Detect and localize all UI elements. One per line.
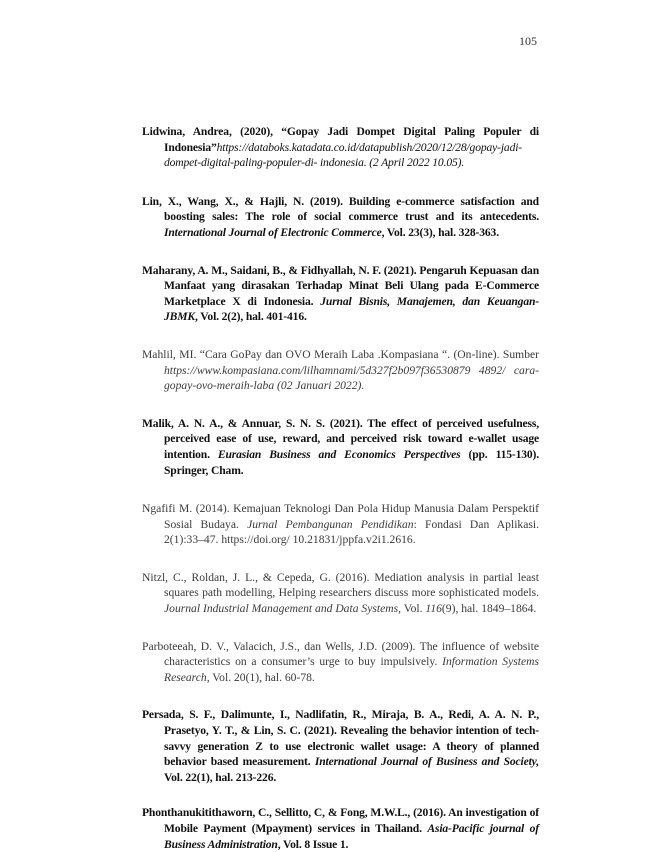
ref-text: , Vol. 8 Issue 1.	[277, 837, 349, 851]
reference-mahlil	[142, 347, 539, 394]
reference-persada	[142, 707, 539, 785]
ref-volume: 116	[425, 602, 442, 616]
reference-lidwina	[142, 124, 539, 171]
ref-journal: Jurnal Bisnis, Manajemen, dan Keuangan-JBMK	[164, 294, 539, 324]
reference-list	[142, 124, 539, 852]
ref-text: , Vol.	[398, 602, 426, 616]
ref-journal: Information Systems Research,	[164, 655, 539, 684]
ref-text: Ngafifi M. (2014). Kemajuan Teknologi Dan Pola Hidup Manusia Dalam Perspektif Sosial Budaya.	[142, 502, 539, 531]
ref-text: Nitzl, C., Roldan, J. L., & Cepeda, G. (2016). Mediation analysis in partial least squares path modelling, Helping researchers discuss more sophisticated models.	[142, 570, 539, 600]
ref-journal: International Journal of Electronic Commerce	[164, 225, 382, 239]
ref-text: Vol. 20(1), hal. 60-78.	[209, 670, 315, 684]
reference-parboteeah	[142, 639, 539, 686]
ref-text: Parboteeah, D. V., Valacich, J.S., dan Wells, J.D. (2009). The influence of website characteristics on a consumer’s urge to buy impulsively.	[142, 639, 539, 669]
ref-text: (9), hal. 1849–1864.	[441, 602, 537, 616]
reference-maharany	[142, 263, 539, 325]
reference-phonthanukitithaworn	[142, 805, 539, 852]
ref-journal: Jurnal Pembangunan Pendidikan	[247, 517, 414, 531]
page-number: 105	[519, 34, 537, 48]
ref-text: Vol. 22(1), hal. 213-226.	[164, 770, 277, 784]
reference-nitzl	[142, 570, 539, 617]
ref-text: Persada, S. F., Dalimunte, I., Nadlifatin, R., Miraja, B. A., Redi, A. A. N. P., Prasetyo, Y. T., & Lin, S. C. (2021). Revealing the behavior intention of tech-savvy generation Z to use electronic wallet usage: A theory of planned behavior based measurement.	[142, 708, 539, 769]
ref-journal: Journal Industrial Management and Data Systems	[164, 602, 399, 616]
ref-text: , Vol. 23(3), hal. 328-363.	[381, 225, 499, 239]
ref-text: Lin, X., Wang, X., & Hajli, N. (2019). Building e-commerce satisfaction and boosting sales: The role of social commerce trust and its antecedents.	[142, 194, 539, 224]
ref-text: , Vol. 2(2), hal. 401-416.	[194, 310, 307, 324]
ref-text: Malik, A. N. A., & Annuar, S. N. S. (2021). The effect of perceived usefulness, perceived ease of use, reward, and perceived risk toward e-wallet usage intention.	[142, 416, 539, 461]
ref-text: : Fondasi Dan Aplikasi. 2(1):33–47. https://doi.org/ 10.21831/jppfa.v2i1.2616.	[164, 517, 539, 547]
ref-text: Lidwina, Andrea, (2020), “Gopay Jadi Dompet Digital Paling Populer di Indonesia”	[142, 125, 539, 154]
ref-link: https://databoks.katadata.co.id/datapublish/2020/12/28/gopay-jadi-dompet-digital-paling-populer-di- indonesia. (2 April 2022 10.05).	[164, 140, 522, 170]
ref-journal: Eurasian Business and Economics Perspectives	[217, 447, 461, 461]
ref-journal: International Journal of Business and Society,	[314, 755, 539, 769]
ref-text: Maharany, A. M., Saidani, B., & Fidhyallah, N. F. (2021). Pengaruh Kepuasan dan Manfaat yang dirasakan Terhadap Minat Beli Ulang pada E-Commerce Marketplace X di Indonesia.	[142, 263, 539, 308]
reference-lin	[142, 194, 539, 241]
reference-ngafifi	[142, 501, 539, 548]
ref-text: (pp. 115-130). Springer, Cham.	[164, 447, 539, 477]
ref-journal: Asia-Pacific journal of Business Administration	[164, 822, 540, 851]
reference-malik	[142, 416, 539, 478]
ref-text: Phonthanukitithaworn, C., Sellitto, C, & Fong, M.W.L., (2016). An investigation of Mobile Payment (Mpayment) services in Thailand.	[142, 806, 539, 835]
ref-text: Mahlil, MI. “Cara GoPay dan OVO Meraih Laba .Kompasiana “. (On-line). Sumber	[142, 347, 539, 361]
ref-link: https://www.kompasiana.com/lilhamnami/5d327f2b097f36530879 4892/ cara-gopay-ovo-meraih-laba (02 Januari 2022).	[164, 363, 539, 393]
